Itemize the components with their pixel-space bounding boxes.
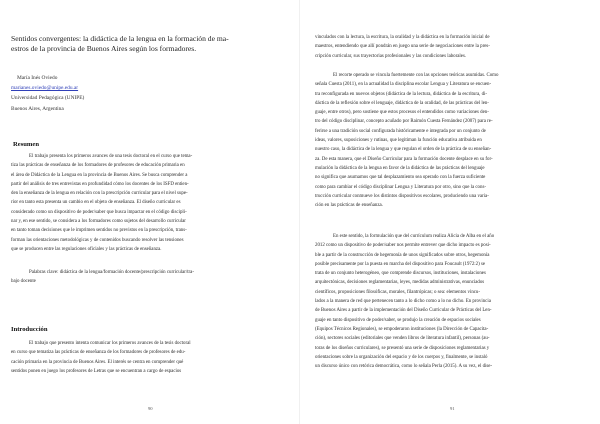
paragraph-line: científicos, proposiciones filosóficas, morales, filantrópicas; o sea: elementos vincu- — [315, 289, 481, 295]
paragraph-line: mulación la didáctica de la lengua en favor de la didáctica de las prácticas del lenguaje — [315, 165, 485, 171]
keywords-line: Palabras clave: didáctica de la lengua/formación docente/prescripción curricular/tra- — [29, 270, 194, 275]
abstract-line: partir del análisis de tres entrevistas en profundidad cómo los docentes de los ISFD entien- — [11, 181, 189, 187]
paragraph-line: como para cambiar el código disciplinar Lengua y Literatura por otro, sino que la cons- — [315, 184, 486, 190]
paragraph-line: guaje en tanto dispositivo de poder/saber, se produjo la creación de espacios sociales — [315, 317, 481, 323]
paragraph-line: maestros, entendiendo que allí pondrán en juego una serie de negociaciones entre la pres- — [315, 44, 490, 50]
paragraph-line: trata de un conjunto heterogéneo, que comprende discursos, instituciones, instalaciones — [315, 271, 486, 277]
author-email-link[interactable]: marianes.oviedo@unipe.edu.ar — [11, 85, 79, 92]
paragraph-line: señala Cuesta (2011), en la actualidad la disciplina escolar Lengua y Literatura se encuen- — [315, 82, 492, 88]
author-name: María Inés Oviedo — [17, 75, 58, 81]
author-block — [11, 73, 211, 114]
paragraph-line: El recorte operado se vincula fuertemente con las opciones teóricas asumidas. Como — [333, 73, 499, 78]
abstract-line: den la enseñanza de la lengua en relación con la prescripción curricular para el nivel supe- — [11, 191, 188, 197]
paragraph-line: un discurso único con retórica democrática, como lo señala Perla (2015). A su vez, el dise- — [315, 364, 493, 370]
paragraph-line: no significa que asumamos que tal desplazamiento sea operado con la fuerza suficiente — [315, 175, 486, 181]
introduction-line: El trabajo que presento intenta comunicar los primeros avances de la tesis doctoral — [29, 341, 191, 346]
paragraph-line: za. De esta manera, que el Diseño Curricular para la formación docente desplace en su for- — [315, 156, 493, 162]
author-affiliation: Universidad Pedagógica (UNIPE) — [11, 95, 85, 102]
abstract-line: rior en tanto esta presenta un cambio en el objeto de enseñanza. El diseño curricular es — [11, 200, 181, 206]
page-number: 90 — [148, 406, 153, 411]
paragraph-line: ferirse a una tradición social configurada históricamente e integrada por un conjunto de — [315, 128, 486, 134]
abstract-line: forman las orientaciones metodológicas y de contenidos buscando resolver las tensiones — [11, 237, 184, 243]
paragraph-line: posible precisamente por la puesta en marcha del dispositivo para Foucault (1972:2) se — [315, 261, 486, 267]
introduction-line: sentidos ponen en juego los profesores de Letras que se encuentran a cargo de espacios — [11, 368, 182, 374]
abstract-line: que se producen entre las regulaciones oficiales y las prácticas de enseñanza. — [11, 246, 162, 252]
paragraph-line: tra reconfigurada en nuevos objetos (didáctica de la lectura, didáctica de la escritura, di- — [315, 91, 488, 97]
abstract-line: en tanto toman decisiones que le imprimen sentidos no previstos en la prescripción, trans- — [11, 228, 187, 234]
paragraph-line: toras de los diseños curriculares), se presentó una serie de disposiciones reglamentarias y — [315, 345, 490, 351]
abstract-line: el área de Didáctica de la Lengua en la provincia de Buenos Aires. Se busca comprender a — [11, 172, 188, 178]
introduction-heading: Introducción — [11, 326, 48, 333]
introduction-line: cación primaria en la provincia de Buenos Aires. El interés se centra en comprender qué — [11, 359, 184, 365]
author-location: Buenos Aires, Argentina — [11, 105, 64, 112]
paragraph-line: ción en las prácticas de enseñanza. — [315, 203, 383, 209]
abstract-line: tiza las prácticas de enseñanza de los formadores de profesores de educación primaria en — [11, 163, 185, 169]
paragraph-line: 2012 como un dispositivo de poder/saber nos permite entrever que dicho impacto es posi- — [315, 243, 491, 249]
abstract-line: considerado como un dispositivo de poder/saber que busca impactar en el código discipli- — [11, 209, 187, 215]
paragraph-line: guaje, entre otros), pero sostiene que estos procesos el entendidos como variaciones den- — [315, 110, 489, 116]
keywords — [11, 268, 275, 287]
paragraph-line: ción), sectores sociales (editoriales que venden libros de literatura infantil), personas (au- — [315, 336, 490, 342]
keywords-line: bajo docente — [11, 279, 36, 285]
paragraph-line: de Buenos Aires a partir de la implementación del Diseño Curricular de Prácticas del Len- — [315, 308, 492, 314]
paragraph-line: arquitectónicas, decisiones reglamentarias, leyes, medidas administrativas, enunciados — [315, 280, 485, 286]
paragraph-line: nuestro caso, la didáctica de la lengua y que regulan el orden de la práctica de su enseñan- — [315, 147, 492, 153]
title-line: Sentidos convergentes: la didáctica de la lengua en la formación de ma- — [11, 34, 229, 43]
paragraph-continuation — [315, 33, 585, 61]
page-number: 91 — [450, 406, 455, 411]
abstract-heading: Resumen — [13, 141, 40, 148]
article-title — [11, 34, 273, 55]
right-page — [300, 0, 600, 424]
abstract-line: nar y, en ese sentido, se considera a los formadores como sujetos del desarrollo curricular — [11, 219, 186, 225]
abstract-body — [11, 152, 275, 254]
paragraph-line: vinculados con la lectura, la escritura, la oralidad y la didáctica en la formación inicial de — [315, 35, 490, 40]
paragraph-line: lados a la manera de red que pertenecen tanto a lo dicho como a lo no dicho. En provincia — [315, 299, 491, 305]
introduction-line: en curso que tematiza las prácticas de enseñanza de los formadores de profesores de edu- — [11, 350, 186, 356]
paragraph-line: ble a partir de la construcción de hegemonía de unos significados sobre otros, hegemonía — [315, 252, 490, 258]
abstract-line: El trabajo presenta los primeros avances de una tesis doctoral en el curso que tema- — [29, 154, 193, 159]
paragraph-line: ideas, valores, suposiciones y rutinas, que legitiman la función educativa atribuida en — [315, 138, 482, 144]
paragraph-line: tro del código disciplinar, concepto acuñado por Raimón Cuesta Fernández (2007) para re- — [315, 119, 493, 125]
paragraph-disciplinary-code — [315, 71, 585, 210]
paragraph-line: cripción curricular, sus trayectorias profesionales y las condiciones laborales. — [315, 53, 467, 59]
paragraph-line: orientaciones sobre la organización del espacio y de los cuerpos y, finalmente, se instaló — [315, 354, 488, 360]
paragraph-line: dáctica de la reflexión sobre el lenguaje, didáctica de la oralidad, de las prácticas del len- — [315, 100, 489, 106]
paragraph-line: En este sentido, la formulación que del currículum realiza Alicia de Alba en el año — [333, 234, 495, 239]
paragraph-line: trucción curricular conmueve los distintos dispositivos escolares, produciendo una varia- — [315, 193, 489, 199]
paragraph-line: (Equipos Técnicos Regionales), se empoderaron instituciones (la Dirección de Capacita- — [315, 326, 489, 332]
title-line: estros de la provincia de Buenos Aires según los formadores. — [11, 44, 197, 54]
introduction-body — [11, 339, 275, 376]
paragraph-power-knowledge — [315, 232, 585, 371]
